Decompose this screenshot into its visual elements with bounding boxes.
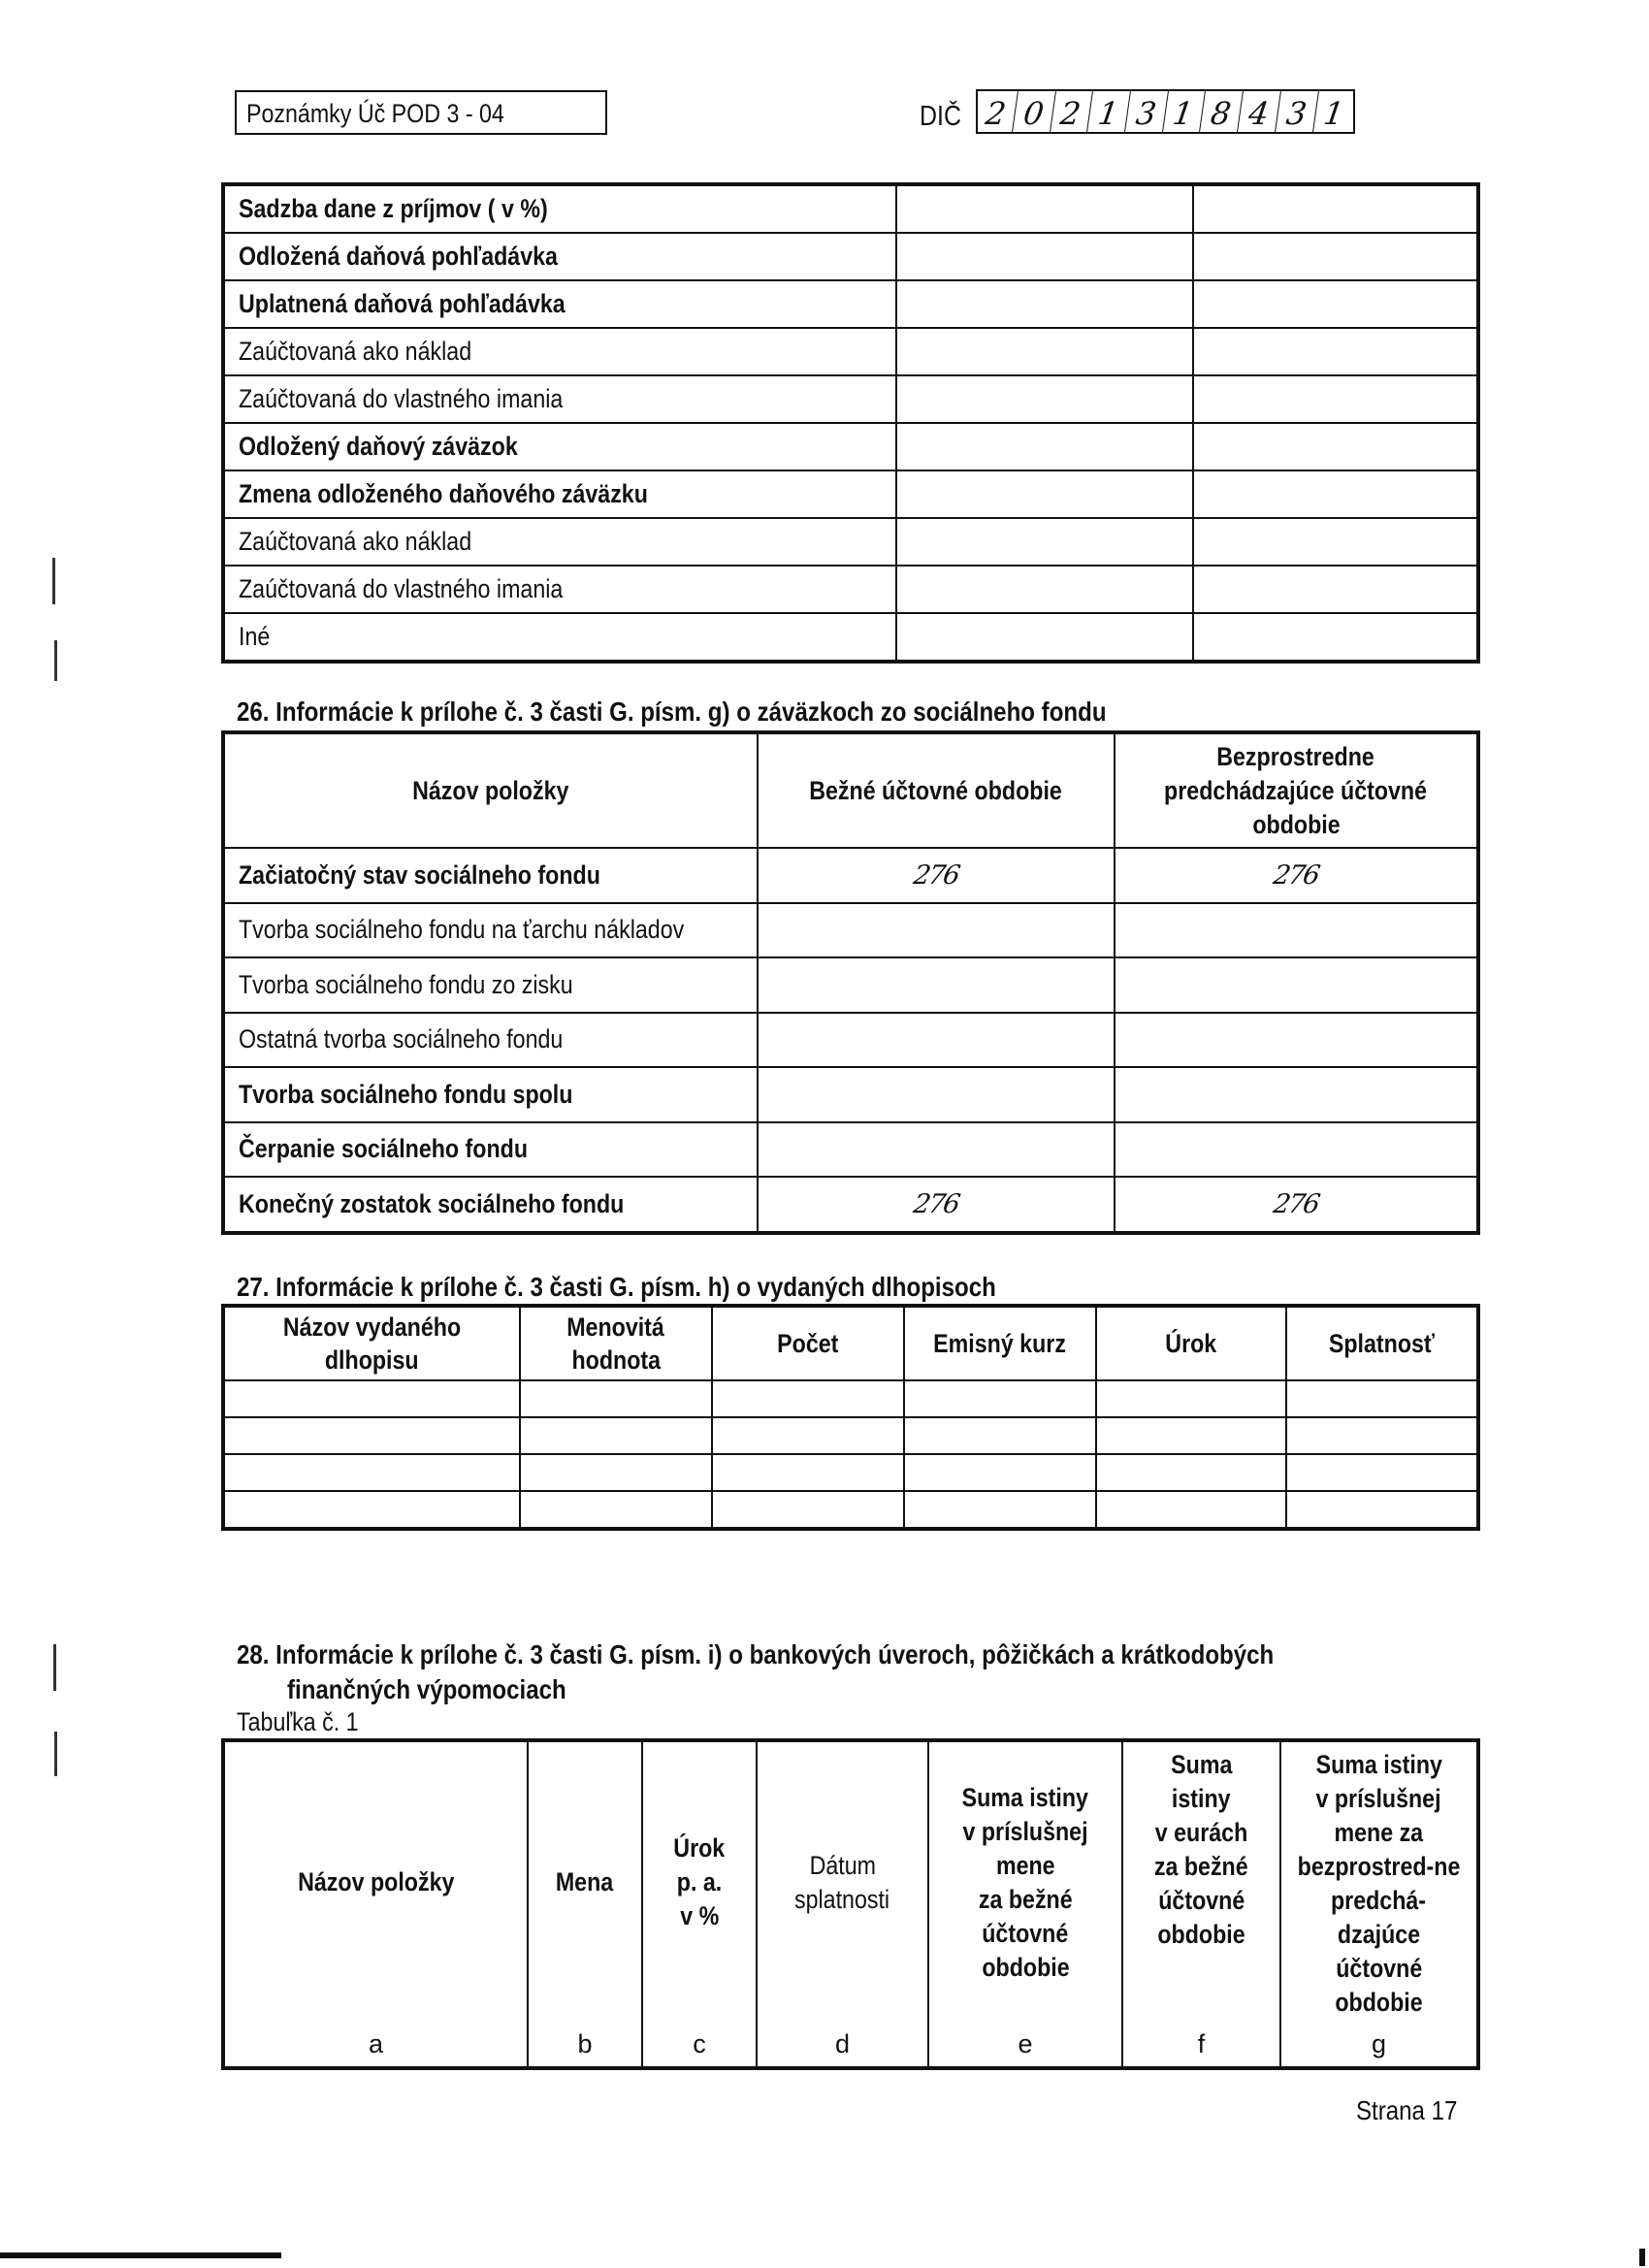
table-header-row bbox=[224, 1307, 1477, 1380]
value-cell-current[interactable] bbox=[753, 957, 1119, 1013]
table-row bbox=[224, 280, 1477, 328]
social-fund-table bbox=[223, 732, 1478, 1233]
table-row bbox=[224, 566, 1477, 613]
value-cell-current[interactable] bbox=[896, 613, 1193, 661]
value-cell-previous[interactable] bbox=[1193, 328, 1477, 375]
table-row bbox=[224, 848, 1477, 903]
table-cell[interactable] bbox=[1096, 1380, 1286, 1417]
value-cell-previous[interactable]: 276 bbox=[1110, 1177, 1482, 1232]
table-row bbox=[224, 470, 1477, 518]
scan-edge-mark bbox=[1639, 2249, 1645, 2266]
value-cell-previous[interactable] bbox=[1110, 903, 1482, 958]
column-letter: d bbox=[757, 2023, 928, 2067]
column-letter-row bbox=[224, 2023, 1477, 2067]
table-row bbox=[224, 957, 1477, 1013]
value-cell-current[interactable] bbox=[896, 328, 1193, 375]
table-cell[interactable] bbox=[520, 1380, 712, 1417]
scan-edge-line bbox=[0, 2252, 281, 2258]
table-cell[interactable] bbox=[1286, 1380, 1477, 1417]
row-label: Ostatná tvorba sociálneho fondu bbox=[224, 1013, 758, 1068]
table-label: Tabuľka č. 1 bbox=[237, 1707, 359, 1736]
dic-digit[interactable]: 1 bbox=[1162, 91, 1206, 132]
column-letter: g bbox=[1280, 2023, 1477, 2067]
table-row bbox=[224, 1067, 1477, 1122]
column-header-maturity-date: Dátum splatnosti bbox=[757, 1741, 928, 2023]
row-label: Sadzba dane z príjmov ( v %) bbox=[224, 185, 896, 233]
section-26-title: 26. Informácie k prílohe č. 3 časti G. písm. g) o záväzkoch zo sociálneho fondu bbox=[237, 697, 1107, 727]
value-cell-current[interactable] bbox=[896, 566, 1193, 613]
table-row bbox=[224, 1122, 1477, 1178]
table-header-row bbox=[224, 1741, 1477, 2023]
form-code-box bbox=[235, 90, 607, 135]
table-cell[interactable] bbox=[904, 1491, 1096, 1528]
table-cell[interactable] bbox=[1286, 1417, 1477, 1454]
table-cell[interactable] bbox=[1286, 1491, 1477, 1528]
deferred-tax-table bbox=[223, 184, 1478, 662]
table-row bbox=[224, 1013, 1477, 1068]
row-label: Zaúčtovaná do vlastného imania bbox=[224, 375, 896, 423]
dic-digit[interactable]: 1 bbox=[1321, 95, 1347, 132]
column-letter: b bbox=[528, 2023, 642, 2067]
table-cell[interactable] bbox=[224, 1417, 520, 1454]
table-cell[interactable] bbox=[224, 1491, 520, 1528]
value-cell-previous[interactable] bbox=[1110, 1122, 1482, 1178]
column-header-count: Počet bbox=[712, 1307, 904, 1380]
dic-field[interactable] bbox=[976, 89, 1355, 134]
dic-digit[interactable]: 3 bbox=[1125, 91, 1169, 132]
bonds-table bbox=[223, 1306, 1478, 1529]
table-cell[interactable] bbox=[712, 1380, 904, 1417]
value-cell-current[interactable] bbox=[896, 280, 1193, 328]
row-label: Čerpanie sociálneho fondu bbox=[224, 1122, 758, 1178]
table-row bbox=[224, 1417, 1477, 1454]
value-cell-previous[interactable] bbox=[1193, 185, 1477, 233]
dic-digit[interactable]: 2 bbox=[1050, 91, 1093, 132]
column-header-interest: Úrok bbox=[1096, 1307, 1286, 1380]
table-row bbox=[224, 518, 1477, 566]
table-cell[interactable] bbox=[712, 1417, 904, 1454]
value-cell-current[interactable] bbox=[896, 233, 1193, 280]
table-cell[interactable] bbox=[1096, 1454, 1286, 1491]
table-cell[interactable] bbox=[904, 1417, 1096, 1454]
value-cell-previous[interactable] bbox=[1193, 470, 1477, 518]
column-header-principal-previous: Suma istiny v príslušnej mene za bezprostred-ne predchá- dzajúce účtovné obdobie bbox=[1280, 1741, 1477, 2023]
table-row bbox=[224, 1454, 1477, 1491]
value-cell-previous[interactable] bbox=[1193, 518, 1477, 566]
value-cell-current[interactable] bbox=[896, 470, 1193, 518]
margin-mark bbox=[53, 1644, 56, 1691]
column-header-item: Názov položky bbox=[224, 1741, 528, 2023]
value-cell-current[interactable]: 276 bbox=[753, 1177, 1119, 1232]
value-cell-previous[interactable] bbox=[1193, 423, 1477, 470]
dic-digit[interactable]: 0 bbox=[1013, 91, 1056, 132]
row-label: Tvorba sociálneho fondu spolu bbox=[224, 1067, 758, 1122]
column-header-principal-eur: Suma istiny v eurách za bežné účtovné obdobie bbox=[1122, 1741, 1280, 2023]
value-cell-current[interactable] bbox=[896, 423, 1193, 470]
value-cell-previous[interactable] bbox=[1193, 566, 1477, 613]
table-row bbox=[224, 185, 1477, 233]
value-cell-current[interactable] bbox=[896, 518, 1193, 566]
table-row bbox=[224, 1380, 1477, 1417]
table-cell[interactable] bbox=[712, 1491, 904, 1528]
margin-mark bbox=[52, 558, 55, 604]
value-cell-current[interactable] bbox=[896, 375, 1193, 423]
row-label: Konečný zostatok sociálneho fondu bbox=[224, 1177, 758, 1232]
column-header-currency: Mena bbox=[528, 1741, 642, 2023]
column-header-principal-current: Suma istiny v príslušnej mene za bežné účtovné obdobie bbox=[928, 1741, 1122, 2023]
value-cell-previous[interactable] bbox=[1193, 375, 1477, 423]
value-cell-previous[interactable] bbox=[1110, 957, 1482, 1013]
table-row bbox=[224, 233, 1477, 280]
table-cell[interactable] bbox=[520, 1417, 712, 1454]
table-cell[interactable] bbox=[712, 1454, 904, 1491]
row-label: Zmena odloženého daňového záväzku bbox=[224, 470, 896, 518]
value-cell-current[interactable] bbox=[753, 1122, 1119, 1178]
table-cell[interactable] bbox=[904, 1454, 1096, 1491]
column-letter: a bbox=[224, 2023, 528, 2067]
dic-digit[interactable]: 8 bbox=[1200, 91, 1244, 132]
section-28-title-continued: finančných výpomociach bbox=[287, 1674, 566, 1704]
column-letter: c bbox=[642, 2023, 757, 2067]
table-row bbox=[224, 375, 1477, 423]
column-header-issue-rate: Emisný kurz bbox=[904, 1307, 1096, 1380]
column-header-nominal-value: Menovitá hodnota bbox=[520, 1307, 712, 1380]
table-row bbox=[224, 1177, 1477, 1232]
table-row bbox=[224, 328, 1477, 375]
table-cell[interactable] bbox=[904, 1380, 1096, 1417]
table-cell[interactable] bbox=[1286, 1454, 1477, 1491]
dic-label: DIČ bbox=[920, 101, 961, 132]
column-letter: e bbox=[928, 2023, 1122, 2067]
column-header-maturity: Splatnosť bbox=[1286, 1307, 1477, 1380]
table-cell[interactable] bbox=[1096, 1491, 1286, 1528]
value-cell-previous[interactable] bbox=[1193, 280, 1477, 328]
dic-digit[interactable]: 4 bbox=[1238, 91, 1281, 132]
table-row bbox=[224, 903, 1477, 958]
value-cell-current[interactable] bbox=[896, 185, 1193, 233]
dic-digit[interactable]: 2 bbox=[975, 91, 1018, 132]
row-label: Odložený daňový záväzok bbox=[224, 423, 896, 470]
row-label: Zaúčtovaná ako náklad bbox=[224, 518, 896, 566]
table-cell[interactable] bbox=[1096, 1417, 1286, 1454]
value-cell-previous[interactable] bbox=[1110, 1013, 1482, 1068]
bank-loans-table bbox=[223, 1740, 1478, 2068]
column-header-current: Bežné účtovné obdobie bbox=[758, 733, 1115, 848]
column-header-bond-name: Názov vydaného dlhopisu bbox=[224, 1307, 520, 1380]
dic-digit[interactable]: 3 bbox=[1276, 91, 1319, 132]
value-cell-previous[interactable] bbox=[1193, 613, 1477, 661]
table-row bbox=[224, 1491, 1477, 1528]
column-letter: f bbox=[1122, 2023, 1280, 2067]
value-cell-current[interactable] bbox=[753, 903, 1119, 958]
value-cell-previous[interactable] bbox=[1193, 233, 1477, 280]
table-cell[interactable] bbox=[520, 1491, 712, 1528]
row-label: Začiatočný stav sociálneho fondu bbox=[224, 848, 758, 903]
page-number: Strana 17 bbox=[1356, 2095, 1458, 2125]
section-27-title: 27. Informácie k prílohe č. 3 časti G. písm. h) o vydaných dlhopisoch bbox=[237, 1272, 996, 1302]
column-header-item: Názov položky bbox=[224, 733, 758, 848]
margin-mark bbox=[54, 640, 57, 681]
row-label: Uplatnená daňová pohľadávka bbox=[224, 280, 896, 328]
table-cell[interactable] bbox=[224, 1380, 520, 1417]
table-header-row bbox=[224, 733, 1477, 848]
row-label: Tvorba sociálneho fondu na ťarchu nákladov bbox=[224, 903, 758, 958]
row-label: Zaúčtovaná ako náklad bbox=[224, 328, 896, 375]
section-28-title: 28. Informácie k prílohe č. 3 časti G. písm. i) o bankových úveroch, pôžičkách a krátkodobých bbox=[237, 1639, 1275, 1669]
column-header-previous: Bezprostredne predchádzajúce účtovné obdobie bbox=[1115, 733, 1477, 848]
row-label: Odložená daňová pohľadávka bbox=[224, 233, 896, 280]
table-row bbox=[224, 423, 1477, 470]
margin-mark bbox=[54, 1732, 57, 1776]
table-cell[interactable] bbox=[224, 1454, 520, 1491]
row-label: Zaúčtovaná do vlastného imania bbox=[224, 566, 896, 613]
row-label: Iné bbox=[224, 613, 896, 661]
value-cell-previous[interactable] bbox=[1110, 1067, 1482, 1122]
table-row bbox=[224, 613, 1477, 661]
value-cell-current[interactable] bbox=[753, 1067, 1119, 1122]
column-header-interest-rate: Úrok p. a. v % bbox=[642, 1741, 757, 2023]
value-cell-previous[interactable]: 276 bbox=[1110, 848, 1482, 903]
row-label: Tvorba sociálneho fondu zo zisku bbox=[224, 957, 758, 1013]
table-cell[interactable] bbox=[520, 1454, 712, 1491]
value-cell-current[interactable] bbox=[753, 1013, 1119, 1068]
dic-digit[interactable]: 1 bbox=[1087, 91, 1131, 132]
value-cell-current[interactable]: 276 bbox=[753, 848, 1119, 903]
form-code: Poznámky Úč POD 3 - 04 bbox=[246, 99, 504, 128]
